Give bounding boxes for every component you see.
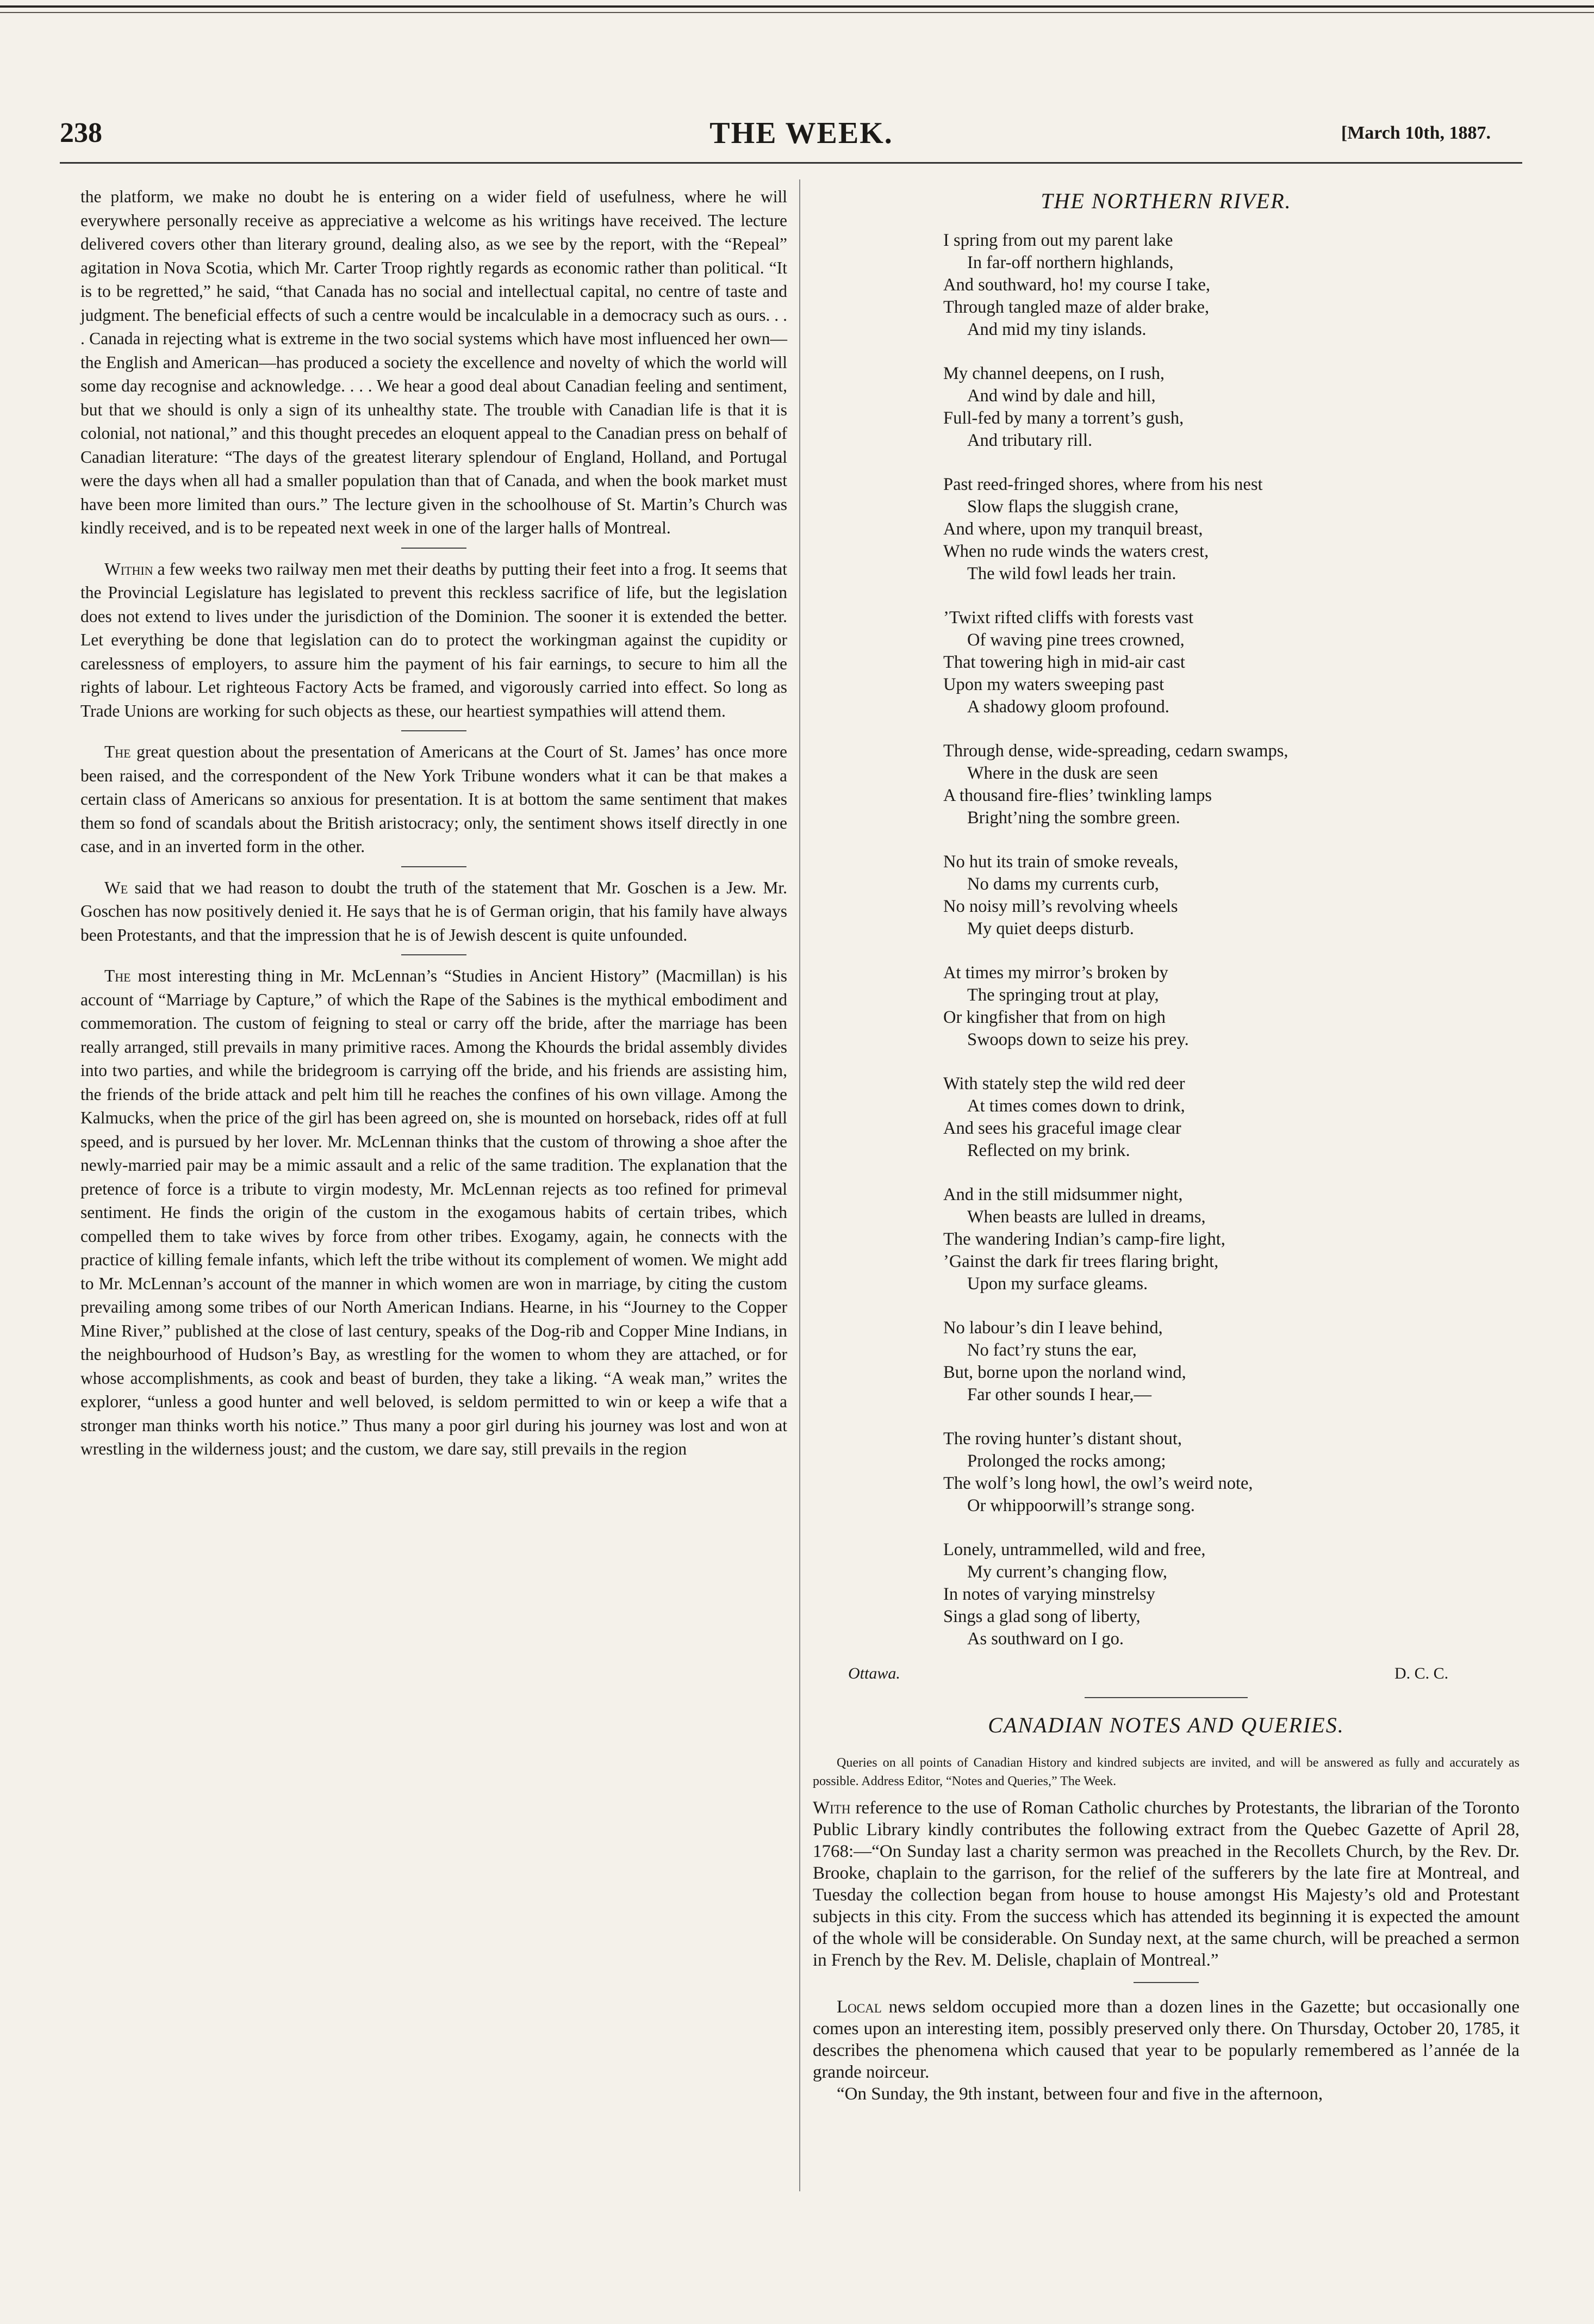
poem-line: The wandering Indian’s camp-fire light,: [943, 1229, 1225, 1249]
poem-line: No hut its train of smoke reveals,: [943, 852, 1179, 872]
poem-stanza: [943, 1184, 1520, 1295]
poem-line: ’Gainst the dark fir trees flaring bright,: [943, 1252, 1219, 1271]
column-divider: [799, 179, 800, 2191]
poem-title: THE NORTHERN RIVER.: [1041, 189, 1292, 213]
poem-line: No noisy mill’s revolving wheels: [943, 897, 1178, 916]
poem-line: And in the still midsummer night,: [943, 1185, 1183, 1204]
poem-line: And mid my tiny islands.: [967, 320, 1147, 339]
article-paragraph-lecture: the platform, we make no doubt he is entering on a wider field of usefulness, where he will everywhere personally receive as appreciative a welcome as his writings have received. The lecture delivered covers other than literary ground, dealing also, as we see by the report, with the “Repeal” agitation in Nova Scotia, which Mr. Carter Troop rightly regards as economic rather than political. “It is to be regretted,” he said, “that Canada has no social and intellectual capital, no centre of taste and judgment. The beneficial effects of such a centre would be incalculable in a democracy such as ours. . . . Canada in rejecting what is extreme in the two social systems which have most influenced her own—the English and American—has produced a society the excellence and novelty of which the world will some day recognise and acknowledge. . . . We hear a good deal about Canadian feeling and sentiment, but that we should is only a sign of its unhealthy state. The trouble with Canadian life is that it is colonial, not national,” and this thought precedes an eloquent appeal to the Canadian press on behalf of Canadian literature: “The days of the greatest literary splendour of England, Holland, and Portugal were the days when all had a smaller population than that of Canada, and when the book market must have been more limited than ours.” The lecture given in the schoolhouse of St. Martin’s Church was kindly received, and is to be repeated next week in one of the larger halls of Montreal.: [80, 187, 787, 537]
lead-word: The: [104, 742, 131, 761]
poem-line: At times my mirror’s broken by: [943, 963, 1168, 983]
poem-line: The springing trout at play,: [967, 985, 1159, 1005]
poem-line: Bright’ning the sombre green.: [967, 808, 1180, 828]
issue-date: [March 10th, 1887.: [1341, 123, 1491, 143]
poem-stanza: [943, 1073, 1520, 1162]
poem-line: And tributary rill.: [967, 431, 1093, 450]
poem-line: At times comes down to drink,: [967, 1096, 1185, 1116]
poem-author: D. C. C.: [1394, 1664, 1449, 1682]
paragraph-text: news seldom occupied more than a dozen lines in the Gazette; but occasionally one comes upon an interesting item, possibly preserved only there. On Thursday, October 20, 1785, it describes the phenomena which caused that year to be popularly remembered as l’année de la grande noirceur.: [813, 1997, 1520, 2082]
poem-line: Upon my surface gleams.: [967, 1274, 1148, 1294]
top-border-rule: [0, 5, 1594, 8]
poem-line: In notes of varying minstrelsy: [943, 1584, 1155, 1604]
top-border-rule-thin: [0, 12, 1594, 13]
poem-line: Slow flaps the sluggish crane,: [967, 497, 1179, 517]
poem-line: Through tangled maze of alder brake,: [943, 297, 1210, 317]
left-column: [80, 185, 787, 1461]
poem-line: Through dense, wide-spreading, cedarn swamps,: [943, 741, 1288, 761]
poem-line: And wind by dale and hill,: [967, 386, 1156, 406]
poem-line: Swoops down to seize his prey.: [967, 1030, 1189, 1049]
poem-line: And southward, ho! my course I take,: [943, 275, 1210, 295]
poem-line: And where, upon my tranquil breast,: [943, 519, 1203, 539]
poem-body: [813, 229, 1520, 1650]
poem-line: Sings a glad song of liberty,: [943, 1607, 1141, 1626]
right-column: [813, 185, 1520, 2105]
paragraph-text: said that we had reason to doubt the truth of the statement that Mr. Goschen is a Jew. Mr. Goschen has now positively denied it. He says that he is of German origin, that his family have always been Protestants, and that the impression that he is of Jewish descent is quite unfounded.: [80, 878, 787, 944]
poem-line: ’Twixt rifted cliffs with forests vast: [943, 608, 1194, 627]
paragraph-separator: [401, 730, 466, 731]
poem-line: My current’s changing flow,: [967, 1562, 1167, 1582]
poem-stanza: [943, 363, 1520, 452]
poem-line: Reflected on my brink.: [967, 1141, 1130, 1160]
poem-stanza: [943, 851, 1520, 940]
lead-word: Local: [837, 1997, 882, 2017]
poem-line: No dams my currents curb,: [967, 874, 1159, 894]
poem-signature: [813, 1664, 1520, 1692]
poem-line: The wolf’s long howl, the owl’s weird note,: [943, 1474, 1253, 1493]
poem-line: No labour’s din I leave behind,: [943, 1318, 1163, 1338]
poem-line: I spring from out my parent lake: [943, 231, 1173, 250]
poem-line: Where in the dusk are seen: [967, 763, 1159, 783]
lead-word: With: [813, 1798, 851, 1818]
poem-line: And sees his graceful image clear: [943, 1118, 1181, 1138]
poem-stanza: [943, 474, 1520, 585]
paragraph-text: a few weeks two railway men met their deaths by putting their feet into a frog. It seems that the Provincial Legislature has legislated to prevent this reckless sacrifice of life, but the legislation does not extend to lives under the jurisdiction of the Dominion. The sooner it is extended the better. Let everything be done that legislation can do to protect the workingman against the cupidity or carelessness of employers, to assure him the payment of his fair earnings, to secure to him all the rights of labour. Let righteous Factory Acts be framed, and vigorously carried into effect. So long as Trade Unions are working for such objects as these, our heartiest sympathies will attend them.: [80, 559, 787, 720]
notes-paragraph-local-news: [813, 1996, 1520, 2083]
article-paragraph-mclennan: [80, 964, 787, 1461]
poem-stanza: [943, 1539, 1520, 1650]
paragraph-text: great question about the presentation of Americans at the Court of St. James’ has once more been raised, and the correspondent of the New York Tribune wonders what it can be that makes a certain class of Americans so anxious for presentation. It is at bottom the same sentiment that makes them so fond of scandals about the British aristocracy; only, the sentiment shows itself directly in one case, and in an inverted form in the other.: [80, 742, 787, 856]
poem-line: Lonely, untrammelled, wild and free,: [943, 1540, 1206, 1559]
poem-line: No fact’ry stuns the ear,: [967, 1340, 1137, 1360]
page-number: 238: [60, 117, 102, 148]
poem-line: My quiet deeps disturb.: [967, 919, 1134, 939]
poem-line: Upon my waters sweeping past: [943, 675, 1165, 694]
paragraph-text: reference to the use of Roman Catholic churches by Protestants, the librarian of the Toronto Public Library kindly contributes the following extract from the Quebec Gazette of April 28, 1768:—“On Sunday last a charity sermon was preached in the Recollets Church, by the Rev. Dr. Brooke, chaplain to the garrison, for the relief of the sufferers by the late fire at Montreal, and Tuesday the collection began from house to house amongst His Majesty’s old and Protestant subjects in this city. From the success which has attended its beginning it is expected the amount of the whole will be considerable. On Sunday next, at the same church, will be preached a sermon in French by the Rev. M. Delisle, chaplain of Montreal.”: [813, 1798, 1520, 1970]
masthead-title: THE WEEK.: [709, 116, 893, 150]
poem-stanza: [943, 962, 1520, 1051]
poem-stanza: [943, 1317, 1520, 1406]
poem-line: Of waving pine trees crowned,: [967, 630, 1185, 650]
article-paragraph-goschen: [80, 876, 787, 947]
lead-word: We: [104, 878, 128, 897]
notes-intro: Queries on all points of Canadian History and kindred subjects are invited, and will be answered as fully and accurately as possible. Address Editor, “Notes and Queries,” The Week.: [813, 1756, 1520, 1788]
poem-place: Ottawa.: [848, 1664, 900, 1682]
paragraph-separator: [401, 866, 466, 867]
poem-line: As southward on I go.: [967, 1629, 1124, 1649]
poem-line: Or kingfisher that from on high: [943, 1008, 1166, 1027]
poem-line: The roving hunter’s distant shout,: [943, 1429, 1182, 1449]
poem-line: In far-off northern highlands,: [967, 253, 1174, 272]
poem-line: Or whippoorwill’s strange song.: [967, 1496, 1195, 1515]
section-title-notes-queries: CANADIAN NOTES AND QUERIES.: [988, 1713, 1344, 1737]
poem-line: A thousand fire-flies’ twinkling lamps: [943, 786, 1212, 805]
article-paragraph-railway: [80, 557, 787, 723]
notes-paragraph-churches: [813, 1797, 1520, 1971]
section-separator: [1085, 1697, 1248, 1698]
poem-line: When no rude winds the waters crest,: [943, 542, 1209, 561]
poem-line: Full-fed by many a torrent’s gush,: [943, 408, 1184, 428]
lead-word: The: [104, 966, 131, 985]
poem-stanza: [943, 1428, 1520, 1517]
poem-line: But, borne upon the norland wind,: [943, 1363, 1186, 1382]
poem-line: My channel deepens, on I rush,: [943, 364, 1165, 383]
poem-line: Prolonged the rocks among;: [967, 1451, 1166, 1471]
header-rule: [60, 162, 1522, 164]
notes-paragraph-quote: “On Sunday, the 9th instant, between four and five in the afternoon,: [837, 2084, 1323, 2104]
poem-line: That towering high in mid-air cast: [943, 653, 1185, 672]
poem-stanza: [943, 740, 1520, 829]
poem-line: With stately step the wild red deer: [943, 1074, 1185, 1093]
poem-line: When beasts are lulled in dreams,: [967, 1207, 1206, 1227]
article-paragraph-court: [80, 740, 787, 859]
paragraph-separator: [401, 548, 466, 549]
paragraph-separator: [1134, 1982, 1199, 1983]
paragraph-text: most interesting thing in Mr. McLennan’s “Studies in Ancient History” (Macmillan) is his account of “Marriage by Capture,” of which the Rape of the Sabines is the mythical embodiment and commemoration. The custom of feigning to steal or carry off the bride, after the marriage has been really arranged, still prevails in many primitive races. Among the Khourds the bridal assembly divides into two parties, and while the bridegroom is carrying off the bride, and his friends are assisting him, the friends of the bride attack and pelt him till he reaches the confines of his own village. Among the Kalmucks, when the price of the girl has been agreed on, she is mounted on horseback, rides off at full speed, and is pursued by her lover. Mr. McLennan thinks that the custom of throwing a shoe after the newly-married pair may be a mimic assault and a relic of the same tradition. The explanation that the pretence of force is a tribute to virgin modesty, Mr. McLennan rejects as too refined for primeval sentiment. He finds the origin of the custom in the exogamous habits of certain tribes, which compelled them to take wives by force from other tribes. Exogamy, again, he connects with the practice of killing female infants, which left the tribe without its complement of women. We might add to Mr. McLennan’s account of the manner in which women are won in marriage, by citing the custom prevailing among some tribes of our North American Indians. Hearne, in his “Journey to the Copper Mine River,” published at the close of last century, speaks of the Dog-rib and Copper Mine Indians, in the neighbourhood of Hudson’s Bay, as wrestling for the women to whom they are attached, or for whose accomplishments, as cook and beast of burden, they take a liking. “A weak man,” writes the explorer, “unless a good hunter and well beloved, is seldom permitted to win or keep a wife that a stronger man thinks worth his notice.” Thus many a poor girl during his journey was lost and won at wrestling in the wilderness joust; and the custom, we dare say, still prevails in the region: [80, 966, 787, 1458]
paragraph-separator: [401, 954, 466, 955]
poem-line: A shadowy gloom profound.: [967, 697, 1169, 717]
lead-word: Within: [104, 559, 153, 579]
poem-line: The wild fowl leads her train.: [967, 564, 1176, 583]
poem-stanza: [943, 607, 1520, 718]
poem-stanza: [943, 229, 1520, 341]
poem-line: Far other sounds I hear,—: [967, 1385, 1151, 1405]
poem-line: Past reed-fringed shores, where from his nest: [943, 475, 1263, 494]
